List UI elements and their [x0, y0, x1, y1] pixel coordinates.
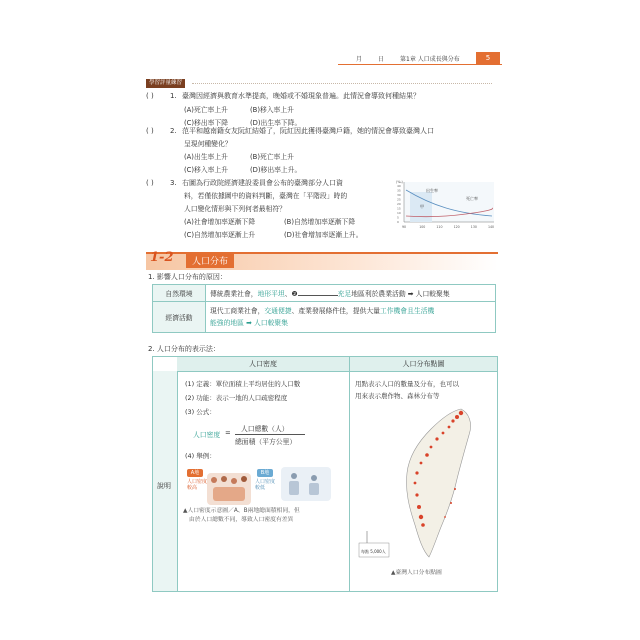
density-formula-label: (3) 公式： [185, 408, 216, 416]
formula-denominator: 總面積（平方公里） [235, 438, 297, 446]
section-title: 人口分布 [186, 253, 234, 268]
question-stem-cont: 料，若僅依據圖中的資料判斷，臺灣在「平階段」時的 [184, 192, 348, 200]
taiwan-dot-map [357, 403, 491, 563]
map-description-1: 用點表示人口的數量及分布，也可以 [355, 380, 459, 388]
crowd-people-image [207, 473, 251, 505]
option-c: (C)移入率上升 [184, 166, 229, 174]
answer-paren[interactable]: ( ) [146, 179, 154, 187]
y-tick-label: 35 [397, 188, 401, 193]
x-tick-label: 140 [488, 225, 495, 229]
text: 、產業發展條件佳，提供大量 [291, 307, 380, 315]
row-label: 自然環境 [153, 285, 206, 302]
question-number: 2. [170, 127, 177, 135]
question-3 [146, 177, 396, 191]
x-tick-label: 90 [402, 225, 407, 229]
equals-sign: = [225, 429, 231, 437]
y-tick-label: 15 [397, 206, 401, 211]
side-label: 說明 [157, 482, 171, 490]
place-b-tag: B地 [257, 469, 273, 477]
text: 能強的地區 ➡ 人口較聚集 [210, 319, 288, 327]
option-c: (C)移出率下降 [184, 119, 229, 127]
answer-paren[interactable]: ( ) [146, 127, 154, 135]
column-divider [349, 357, 350, 591]
blank [298, 295, 338, 296]
option-b: (B)死亡率上升 [250, 153, 294, 161]
x-tick-label: 130 [470, 225, 477, 229]
option-b: (B)自然增加率逐漸下降 [284, 218, 356, 226]
y-tick-label: 30 [397, 193, 401, 197]
text: 、❷ [284, 290, 298, 298]
table-row [153, 285, 496, 302]
answer-paren[interactable]: ( ) [146, 92, 154, 100]
birth-death-mini-chart [396, 178, 496, 230]
question-stem-cont: 呈現何種變化？ [184, 140, 232, 148]
y-tick-label: 0 [397, 220, 399, 224]
highlight-text: 交通便捷 [264, 307, 292, 315]
option-a: (A)死亡率上升 [184, 106, 228, 114]
practice-label: 學習評量練習 [146, 79, 185, 88]
y-tick-label: 20 [397, 202, 401, 206]
text: 現代工商業社會， [210, 307, 265, 315]
option-d: (D)出生率下降。 [250, 119, 302, 127]
section-number: 1-2 [150, 250, 174, 265]
text: 地區利於農業活動 ➡ 人口較聚集 [351, 290, 450, 298]
textbook-page [138, 52, 502, 592]
place-a-tag: A地 [187, 469, 203, 477]
formula-lhs: 人口密度 [193, 431, 221, 439]
option-a: (A)社會增加率逐漸下降 [184, 218, 256, 226]
question-stem: 臺灣因經濟與教育水準提高，晚婚或不婚現象普遍。此情況會導致何種結果？ [182, 92, 420, 100]
y-tick-label: 25 [397, 197, 401, 202]
y-tick-label: 40 [397, 184, 401, 188]
y-tick-labels [397, 184, 401, 224]
page-number: 5 [476, 52, 500, 64]
birth-label: 出生率 [426, 188, 438, 193]
dot-map-header: 人口分布點圖 [350, 357, 497, 372]
option-d: (D)移出率上升。 [250, 166, 302, 174]
example-label: (4) 舉例： [185, 452, 216, 460]
map-caption: ▲臺灣人口分布點圖 [391, 570, 442, 576]
highlight-text: 地形平坦 [257, 290, 285, 298]
question-number: 1. [170, 92, 177, 100]
formula-numerator: 人口總數（人） [241, 425, 289, 433]
density-header: 人口密度 [177, 357, 349, 372]
density-caption-line1: ▲人口密度示意圖／A、B兩地總面積相同，但 [183, 508, 300, 514]
row-label: 經濟活動 [153, 302, 206, 333]
question-stem: 范平和越南籍女友阮紅結婚了，阮紅因此獲得臺灣戶籍，她的情況會導致臺灣人口 [182, 127, 434, 135]
header-date: 月 日 [356, 56, 391, 63]
y-tick-label: 10 [397, 211, 401, 215]
option-a: (A)出生率上升 [184, 153, 228, 161]
question-stem-cont: 人口變化情形與下列何者最相符？ [184, 205, 286, 213]
table-row [153, 302, 496, 333]
place-a-text: 人口密度 較高 [187, 479, 208, 491]
option-d: (D)社會增加率逐漸上升。 [284, 231, 363, 239]
map-description-2: 用來表示農作物、森林分布等 [355, 392, 440, 400]
header-rule [338, 64, 502, 65]
text: 傳統農業社會， [210, 290, 258, 298]
density-caption-line2: 由於人口總數不同，導致人口密度有差異 [189, 517, 294, 523]
death-label: 死亡率 [466, 196, 478, 201]
row-text [206, 285, 496, 302]
distribution-causes-table [152, 284, 496, 333]
option-b: (B)移入率上升 [250, 106, 294, 114]
side-label-column [153, 371, 178, 591]
place-b-text: 人口密度 較低 [255, 479, 276, 491]
density-definition: (1) 定義：單位面積上平均居住的人口數 [185, 380, 301, 388]
x-tick-labels [402, 225, 494, 229]
x-tick-label: 100 [419, 225, 426, 229]
option-c: (C)自然增加率逐漸上升 [184, 231, 256, 239]
question-2 [146, 125, 502, 139]
crowd-illustration [187, 469, 279, 509]
sparse-people-image [281, 467, 331, 501]
item-2-heading: 2. 人口分布的表示法： [148, 345, 220, 353]
fraction-bar [235, 434, 305, 435]
map-legend: 每點 5,000人 [361, 549, 386, 554]
x-tick-label: 110 [436, 225, 443, 229]
row-text [206, 302, 496, 333]
item-1-heading: 1. 影響人口分布的原因： [148, 273, 227, 281]
y-tick-label: 5 [397, 215, 399, 220]
highlight-text: 工作機會且生活機 [379, 307, 435, 315]
header-chapter: 第1章 人口成長與分布 [400, 56, 460, 63]
practice-divider [192, 83, 492, 84]
density-function: (2) 功能：表示一地的人口疏密程度 [185, 394, 288, 402]
representation-table [152, 356, 498, 592]
question-stem: 右圖為行政院經濟建設委員會公布的臺灣部分人口資 [182, 179, 343, 187]
phase-label: 甲 [420, 204, 424, 209]
question-number: 3. [170, 179, 177, 187]
highlight-text: 充足 [337, 290, 352, 298]
x-tick-label: 120 [453, 225, 460, 229]
page-header [138, 52, 502, 66]
y-unit: (‰) [396, 180, 403, 184]
